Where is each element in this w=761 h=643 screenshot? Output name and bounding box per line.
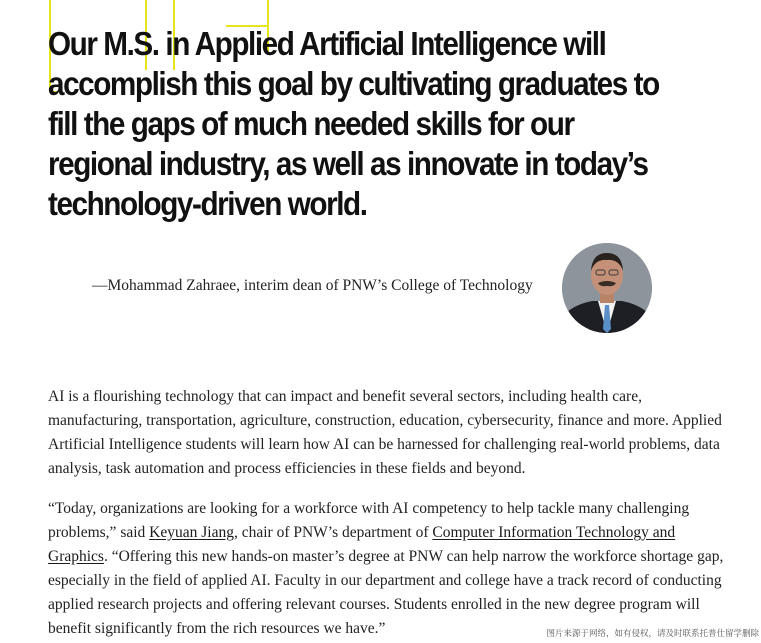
paragraph-2-part-3: . “Offering this new hands-on master’s degree at PNW can help narrow the workforce shortage gap, especially in the field of applied AI. Faculty in our department and college have a track record of conducting applied research projects and offering relevant courses. Students enrolled in the new degree program will benefit significantly from the rich resources we have.”: [48, 548, 724, 637]
watermark-text: 图片来源于网络，如有侵权，请及时联系托普仕留学删除: [546, 629, 759, 639]
body-paragraph-2: [48, 497, 728, 641]
avatar: [562, 243, 652, 333]
body-paragraph-1: AI is a flourishing technology that can impact and benefit several sectors, including health care, manufacturing, transportation, agriculture, construction, education, cybersecurity, finance and more. Applied Artificial Intelligence students will learn how AI can be harnessed for challenging real-world problems, data analysis, task automation and process efficiencies in these fields and beyond.: [48, 388, 722, 477]
person-portrait-icon: [562, 243, 652, 333]
paragraph-2-part-2: , chair of PNW’s department of: [233, 524, 433, 541]
link-keyuan-jiang[interactable]: Keyuan Jiang: [149, 524, 234, 541]
paragraph-2-part-1: “Today, organizations are looking for a workforce with AI competency to help tackle many challenging problems,” said: [48, 500, 690, 541]
link-cit-graphics-department[interactable]: Computer Information Technology and Graphics: [48, 524, 676, 565]
pull-quote: Our M.S. in Applied Artificial Intelligence will accomplish this goal by cultivating graduates to fill the gaps of much needed skills for our regional industry, as well as innovate in today’s technology-driven world.: [48, 25, 659, 222]
quote-attribution: —Mohammad Zahraee, interim dean of PNW’s College of Technology: [92, 277, 533, 294]
